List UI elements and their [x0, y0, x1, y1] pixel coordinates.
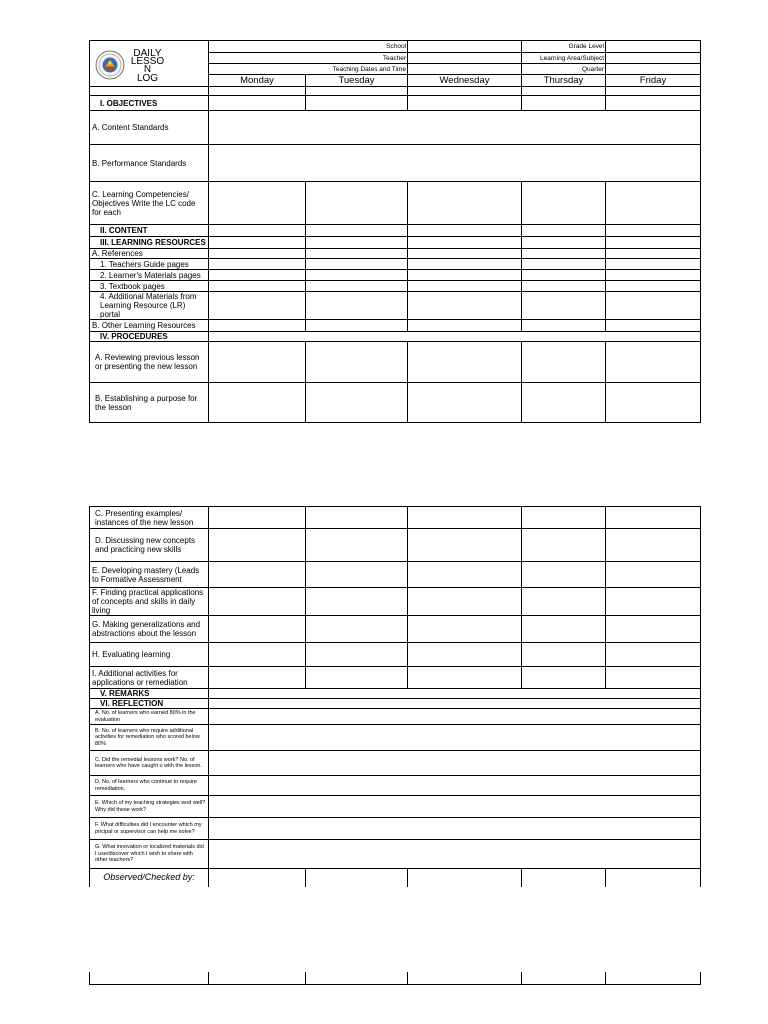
cell[interactable] — [522, 237, 606, 249]
cell[interactable] — [209, 259, 306, 270]
cell[interactable] — [408, 237, 522, 249]
cell[interactable] — [306, 281, 408, 292]
cell[interactable] — [606, 588, 701, 616]
other-resources-label: B. Other Learning Resources — [90, 320, 209, 332]
dll-table-page1 — [89, 40, 701, 423]
learning-area-value[interactable] — [606, 53, 701, 64]
cell[interactable] — [606, 96, 701, 111]
procedures-heading: IV. PROCEDURES — [90, 332, 209, 342]
cell[interactable] — [606, 667, 701, 689]
cell[interactable] — [209, 972, 306, 984]
cell[interactable] — [209, 667, 306, 689]
cell[interactable] — [606, 320, 701, 332]
day-friday: Friday — [606, 75, 701, 87]
cell[interactable] — [408, 225, 522, 237]
ref-a-value[interactable] — [209, 709, 701, 725]
cell[interactable] — [408, 281, 522, 292]
cell[interactable] — [306, 507, 408, 529]
cell[interactable] — [209, 292, 306, 320]
learners-materials-label: 2. Learner's Materials pages — [90, 270, 209, 281]
ref-e-label: E. Which of my teaching strategies wod well? Why did these work? — [90, 796, 209, 818]
cell[interactable] — [522, 281, 606, 292]
cell[interactable] — [408, 562, 522, 588]
cell[interactable] — [408, 342, 522, 383]
cell[interactable] — [408, 972, 522, 984]
proc-c-label: C. Presenting examples/ instances of the new lesson — [90, 507, 209, 529]
cell[interactable] — [306, 972, 408, 984]
cell[interactable] — [522, 225, 606, 237]
cell[interactable] — [606, 616, 701, 643]
school-label: School — [209, 41, 408, 53]
cell[interactable] — [606, 281, 701, 292]
signature-cell[interactable] — [306, 869, 408, 887]
cell[interactable] — [522, 249, 606, 259]
cell[interactable] — [408, 182, 522, 225]
cell[interactable] — [522, 292, 606, 320]
cell[interactable] — [209, 87, 306, 96]
signature-cell[interactable] — [408, 869, 522, 887]
cell[interactable] — [606, 249, 701, 259]
teacher-value[interactable] — [408, 53, 522, 64]
textbook-label: 3. Textbook pages — [90, 281, 209, 292]
cell[interactable] — [522, 643, 606, 667]
title-line-4: LOG — [136, 73, 159, 84]
cell[interactable] — [306, 342, 408, 383]
learning-competencies-label: C. Learning Competencies/ Objectives Write the LC code for each — [90, 182, 209, 225]
dll-table-page3-fragment — [89, 972, 701, 985]
ref-f-value[interactable] — [209, 818, 701, 840]
cell[interactable] — [408, 96, 522, 111]
proc-f-label: F. Finding practical applications of concepts and skills in daily living — [90, 588, 209, 616]
cell[interactable] — [522, 562, 606, 588]
cell[interactable] — [306, 383, 408, 423]
cell[interactable] — [522, 342, 606, 383]
cell[interactable] — [522, 320, 606, 332]
cell[interactable] — [306, 588, 408, 616]
cell[interactable] — [408, 259, 522, 270]
day-wednesday: Wednesday — [408, 75, 522, 87]
reflection-row — [209, 699, 701, 709]
cell[interactable] — [522, 616, 606, 643]
reflection-heading: VI. REFLECTION — [90, 699, 209, 709]
cell[interactable] — [306, 562, 408, 588]
cell[interactable] — [408, 383, 522, 423]
cell[interactable] — [209, 237, 306, 249]
cell[interactable] — [522, 96, 606, 111]
cell[interactable] — [408, 643, 522, 667]
cell[interactable] — [306, 87, 408, 96]
quarter-value[interactable] — [606, 64, 701, 75]
ref-c-value[interactable] — [209, 751, 701, 776]
cell[interactable] — [209, 182, 306, 225]
cell[interactable] — [209, 225, 306, 237]
ref-d-label: D. No. of learners who continue to require remediation. — [90, 776, 209, 796]
cell[interactable] — [306, 320, 408, 332]
cell[interactable] — [306, 225, 408, 237]
ref-e-value[interactable] — [209, 796, 701, 818]
observed-checked-label: Observed/Checked by: — [90, 869, 209, 887]
cell[interactable] — [606, 270, 701, 281]
title-line-1: DAILY — [133, 48, 162, 59]
cell[interactable] — [522, 667, 606, 689]
dll-table-page2 — [89, 506, 701, 887]
cell[interactable] — [209, 270, 306, 281]
procedures-row — [209, 332, 701, 342]
cell[interactable] — [408, 87, 522, 96]
day-monday: Monday — [209, 75, 306, 87]
proc-b-label: B. Establishing a purpose for the lesson — [90, 383, 209, 423]
cell[interactable] — [408, 270, 522, 281]
proc-a-label: A. Reviewing previous lesson or presenting the new lesson — [90, 342, 209, 383]
cell[interactable] — [606, 182, 701, 225]
proc-g-label: G. Making generalizations and abstractions about the lesson — [90, 616, 209, 643]
references-label: A. References — [90, 249, 209, 259]
cell[interactable] — [306, 182, 408, 225]
cell[interactable] — [606, 562, 701, 588]
cell[interactable] — [606, 342, 701, 383]
cell[interactable] — [606, 225, 701, 237]
cell[interactable] — [209, 383, 306, 423]
objectives-heading: I. OBJECTIVES — [90, 96, 209, 111]
cell[interactable] — [306, 96, 408, 111]
cell[interactable] — [606, 972, 701, 984]
cell[interactable] — [606, 292, 701, 320]
cell[interactable] — [306, 237, 408, 249]
ref-g-value[interactable] — [209, 840, 701, 869]
cell[interactable] — [408, 320, 522, 332]
cell[interactable] — [209, 320, 306, 332]
teaching-dates-label: Teaching Dates and Time — [209, 64, 408, 75]
performance-standards-label: B. Performance Standards — [90, 145, 209, 182]
school-value[interactable] — [408, 41, 522, 53]
cell[interactable] — [522, 529, 606, 562]
ref-f-label: F. What difficulties did I encounter which my pricipal or supervisor can help me solve? — [90, 818, 209, 840]
signature-cell[interactable] — [606, 869, 701, 887]
cell[interactable] — [606, 87, 701, 96]
cell[interactable] — [522, 507, 606, 529]
ref-d-value[interactable] — [209, 776, 701, 796]
cell[interactable] — [606, 643, 701, 667]
cell[interactable] — [209, 562, 306, 588]
cell[interactable] — [209, 616, 306, 643]
learning-area-label: Learning Area/Subject — [522, 53, 606, 64]
cell[interactable] — [306, 259, 408, 270]
cell[interactable] — [209, 507, 306, 529]
ref-a-label: A. No. of learners who earned 80% in the evaluation — [90, 709, 209, 725]
cell[interactable] — [408, 249, 522, 259]
cell[interactable] — [522, 588, 606, 616]
cell[interactable] — [522, 972, 606, 984]
cell[interactable] — [209, 342, 306, 383]
cell[interactable] — [408, 616, 522, 643]
remarks-heading: V. REMARKS — [90, 689, 209, 699]
cell[interactable] — [90, 972, 209, 984]
grade-level-value[interactable] — [606, 41, 701, 53]
cell[interactable] — [306, 292, 408, 320]
proc-e-label: E. Developing mastery (Leads to Formative Assessment — [90, 562, 209, 588]
cell[interactable] — [522, 182, 606, 225]
ref-c-label: C. Did the remedial lessons work? No. of learners who have caught u with the lesson. — [90, 751, 209, 776]
cell[interactable] — [408, 667, 522, 689]
teachers-guide-label: 1. Teachers Guide pages — [90, 259, 209, 270]
cell[interactable] — [408, 292, 522, 320]
day-thursday: Thursday — [522, 75, 606, 87]
cell[interactable] — [209, 96, 306, 111]
cell[interactable] — [408, 507, 522, 529]
cell[interactable] — [606, 237, 701, 249]
teaching-dates-value[interactable] — [408, 64, 522, 75]
content-standards-value[interactable] — [209, 111, 701, 145]
grade-level-label: Grade Level — [522, 41, 606, 53]
blank-label — [90, 87, 209, 96]
signature-cell[interactable] — [522, 869, 606, 887]
day-tuesday: Tuesday — [306, 75, 408, 87]
cell[interactable] — [209, 249, 306, 259]
cell[interactable] — [306, 667, 408, 689]
deped-seal-icon — [95, 50, 125, 80]
performance-standards-value[interactable] — [209, 145, 701, 182]
ref-g-label: G. What innovation or localized materials did I use/discover which I wish to share with other teachers? — [90, 840, 209, 869]
quarter-label: Quarter — [522, 64, 606, 75]
cell[interactable] — [522, 270, 606, 281]
proc-d-label: D. Discussing new concepts and practicing new skills — [90, 529, 209, 562]
cell[interactable] — [306, 643, 408, 667]
content-heading: II. CONTENT — [90, 225, 209, 237]
cell[interactable] — [606, 259, 701, 270]
remarks-value[interactable] — [209, 689, 701, 699]
cell[interactable] — [306, 270, 408, 281]
cell[interactable] — [408, 588, 522, 616]
cell[interactable] — [522, 383, 606, 423]
proc-i-label: I. Additional activities for applications or remediation — [90, 667, 209, 689]
signature-cell[interactable] — [209, 869, 306, 887]
cell[interactable] — [606, 529, 701, 562]
cell[interactable] — [306, 249, 408, 259]
cell[interactable] — [209, 281, 306, 292]
ref-b-label: B. No. of learners who require additional activities for remediation who scored below 80% — [90, 725, 209, 751]
learning-resources-heading: III. LEARNING RESOURCES — [90, 237, 209, 249]
cell[interactable] — [522, 87, 606, 96]
cell[interactable] — [522, 259, 606, 270]
cell[interactable] — [209, 529, 306, 562]
cell[interactable] — [306, 529, 408, 562]
cell[interactable] — [408, 529, 522, 562]
cell[interactable] — [306, 616, 408, 643]
cell[interactable] — [606, 507, 701, 529]
title-line-2: LESSO — [130, 56, 165, 67]
cell[interactable] — [606, 383, 701, 423]
proc-h-label: H. Evaluating learning — [90, 643, 209, 667]
additional-materials-label: 4. Additional Materials from Learning Resource (LR) portal — [90, 292, 209, 320]
cell[interactable] — [209, 643, 306, 667]
teacher-label: Teacher — [209, 53, 408, 64]
content-standards-label: A. Content Standards — [90, 111, 209, 145]
cell[interactable] — [209, 588, 306, 616]
ref-b-value[interactable] — [209, 725, 701, 751]
title-block — [90, 41, 209, 87]
title-line-3: N — [143, 64, 152, 75]
